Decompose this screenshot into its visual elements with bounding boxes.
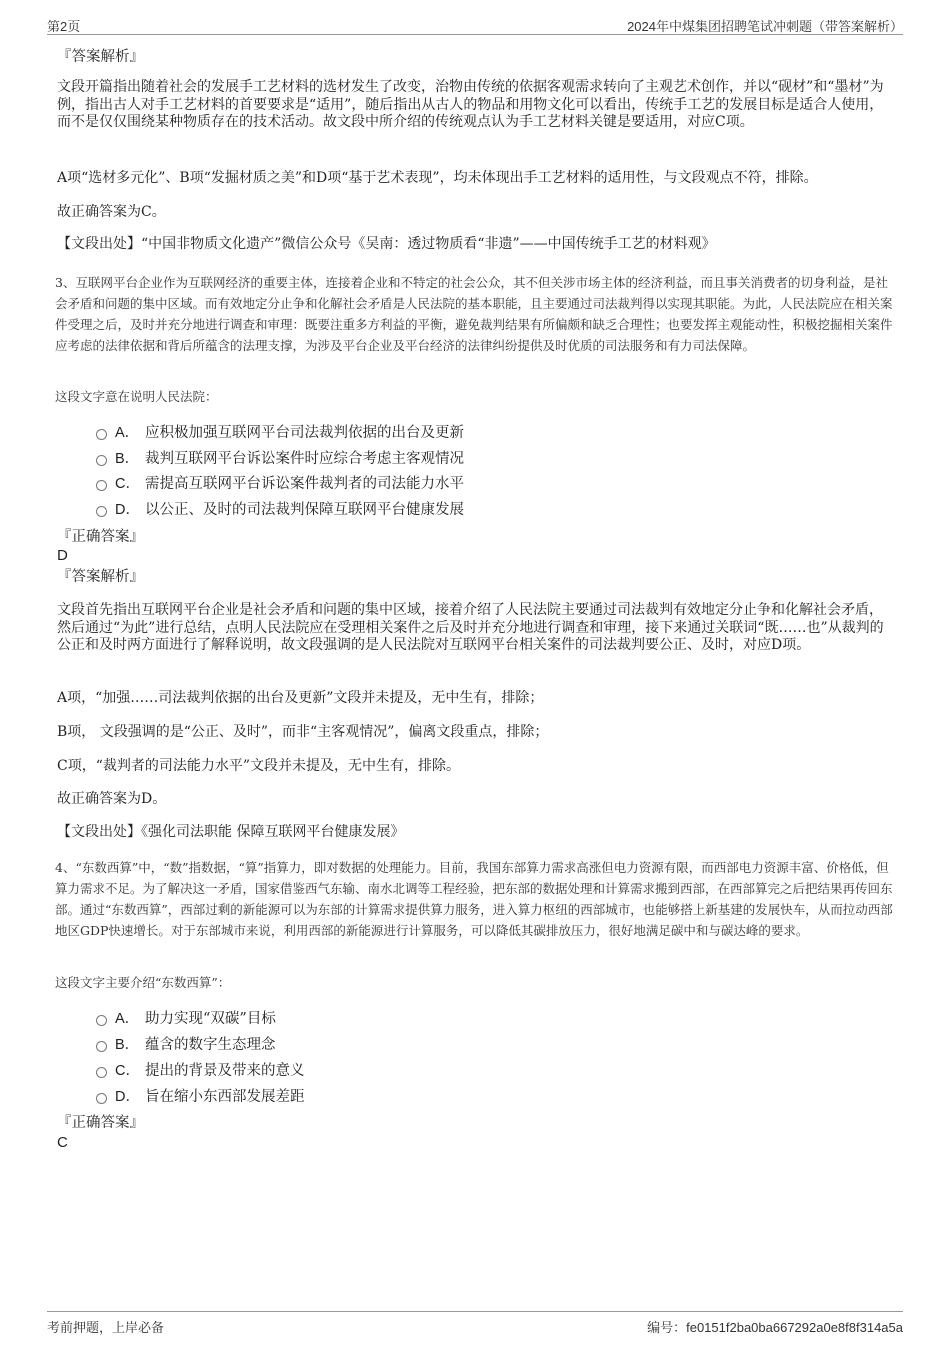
analysis-text: 文段首先指出互联网平台企业是社会矛盾和问题的集中区域，接着介绍了人民法院主要通过司法裁判有效地定分止争和化解社会矛盾，然后通过“为此”进行总结，点明人民法院应在受理相关案件之后及时并充分地进行调查和审理，接下来通过关联词“既……也”从裁判的公正和及时两方面进行了解释说明，故文段强调的是人民法院对互联网平台相关案件的司法裁判要公正、及时，对应D项。 [57,602,884,653]
exclusion-b: B项， 文段强调的是“公正、及时”，而非“主客观情况”，偏离文段重点，排除； [57,724,549,740]
page-number: 第2页 [47,19,81,34]
radio-icon[interactable] [96,1041,107,1052]
question-3-stem: 3、互联网平台企业作为互联网经济的重要主体，连接着企业和不特定的社会公众，其不但关涉市场主体的经济利益，而且事关消费者的切身利益，是社会矛盾和问题的集中区域。而有效地定分止争和化解社会矛盾是人民法院的基本职能，且主要通过司法裁判得以实现其职能。为此，人民法院应在相关案件受理之后，及时并充分地进行调查和审理：既要注重多方利益的平衡，避免裁判结果有所偏颇和缺乏合理性；也要发挥主观能动性，积极挖掘相关案件应考虑的法律依据和背后所蕴含的法理支撑，为涉及平台企业及平台经济的法律纠纷提供及时优质的司法服务和有力司法保障。 [55,275,893,353]
correct-answer: D [57,547,68,564]
analysis-label: 『答案解析』 [57,49,144,65]
correct-answer-label: 『正确答案』 [57,1115,144,1131]
correct-answer: C [57,1134,68,1151]
question-4-option-a[interactable]: A． 助力实现“双碳”目标 [96,1006,276,1028]
source-text: 【文段出处】《强化司法职能 保障互联网平台健康发展》 [57,824,405,840]
exclusion-text: A项“选材多元化”、B项“发掘材质之美”和D项“基于艺术表现”，均未体现出手工艺材料的适用性，与文段观点不符，排除。 [57,170,818,186]
question-3-option-a[interactable]: A． 应积极加强互联网平台司法裁判依据的出台及更新 [96,420,464,442]
radio-icon[interactable] [96,506,107,517]
radio-icon[interactable] [96,1015,107,1026]
radio-icon[interactable] [96,1093,107,1104]
radio-icon[interactable] [96,1067,107,1078]
radio-icon[interactable] [96,455,107,466]
radio-icon[interactable] [96,429,107,440]
question-4-stem: 4、“东数西算”中，“数”指数据，“算”指算力，即对数据的处理能力。目前，我国东部算力需求高涨但电力资源有限，而西部电力资源丰富、价格低，但算力需求不足。为了解决这一矛盾，国家借鉴西气东输、南水北调等工程经验，把东部的数据处理和计算需求搬到西部，在西部算完之后把结果再传回东部。通过“东数西算”，西部过剩的新能源可以为东部的计算需求提供算力服务，进入算力枢纽的西部城市，也能够搭上新基建的发展快车，从而拉动西部地区GDP快速增长。对于东部城市来说，利用西部的新能源进行计算服务，可以降低其碳排放压力，很好地满足碳中和与碳达峰的要求。 [55,860,893,938]
question-4-option-c[interactable]: C． 提出的背景及带来的意义 [96,1058,305,1080]
document-id: 编号：fe0151f2ba0ba667292a0e8f8f314a5a [647,1320,903,1335]
question-4-prompt: 这段文字主要介绍“东数西算”： [55,975,231,990]
source-text: 【文段出处】“中国非物质文化遗产”微信公众号《吴南：透过物质看“非遗”——中国传统手工艺的材料观》 [57,236,716,252]
analysis-text: 文段开篇指出随着社会的发展手工艺材料的选材发生了改变，治物由传统的依据客观需求转向了主观艺术创作，并以“砚材”和“墨材”为例，指出古人对手工艺材料的首要要求是“适用”，随后指出从古人的物品和用物文化可以看出，传统手工艺的发展目标是适合人使用，而不是仅仅围绕某种物质存在的技术活动。故文段中所介绍的传统观点认为手工艺材料关键是要适用，对应C项。 [57,79,884,130]
question-4-option-b[interactable]: B． 蕴含的数字生态理念 [96,1032,276,1054]
radio-icon[interactable] [96,480,107,491]
question-4-option-d[interactable]: D． 旨在缩小东西部发展差距 [96,1084,305,1106]
correct-answer-label: 『正确答案』 [57,529,144,545]
page-footer [47,1311,903,1336]
exclusion-c: C项，“裁判者的司法能力水平”文段并未提及，无中生有，排除。 [57,758,461,774]
analysis-label: 『答案解析』 [57,569,144,585]
page-header [47,14,903,35]
footer-slogan: 考前押题，上岸必备 [47,1320,165,1335]
conclusion-text: 故正确答案为D。 [57,791,167,807]
question-3-option-d[interactable]: D． 以公正、及时的司法裁判保障互联网平台健康发展 [96,497,464,519]
question-3-option-c[interactable]: C． 需提高互联网平台诉讼案件裁判者的司法能力水平 [96,471,464,493]
question-3-option-b[interactable]: B． 裁判互联网平台诉讼案件时应综合考虑主客观情况 [96,446,464,468]
conclusion-text: 故正确答案为C。 [57,204,166,220]
question-3-prompt: 这段文字意在说明人民法院： [55,389,218,404]
exclusion-a: A项，“加强……司法裁判依据的出台及更新”文段并未提及，无中生有，排除； [57,690,544,706]
document-title: 2024年中煤集团招聘笔试冲刺题（带答案解析） [627,19,903,34]
